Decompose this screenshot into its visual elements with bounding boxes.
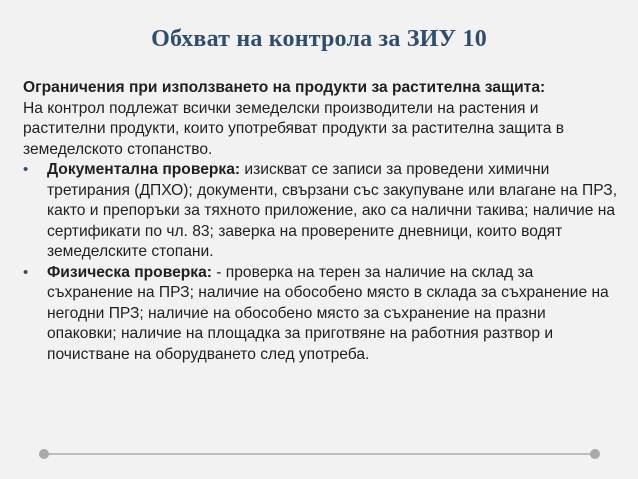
bullet-dot-icon: •	[23, 263, 29, 281]
bullet-list	[23, 160, 619, 365]
slide-title: Обхват на контрола за ЗИУ 10	[151, 26, 487, 52]
bullet-item-physical	[23, 263, 619, 366]
bullet-term: Документална проверка:	[47, 161, 241, 178]
bullet-text: изискват се записи за проведени химични третирания (ДПХО); документи, свързани със закупуване или влагане на ПРЗ, както и препоръки за тяхното приложение, ако са налични такива; наличие на сертификати по чл. 83; заверка на проверените дневници, които водят земеделските стопани.	[47, 161, 618, 260]
footer-dot-left-icon	[39, 449, 49, 459]
bullet-item-documentary	[23, 160, 619, 263]
footer-dot-right-icon	[590, 449, 600, 459]
intro-paragraph: На контрол подлежат всички земеделски производители на растения и растителни продукти, които употребяват продукти за растителна защита в земеделското стопанство.	[23, 99, 565, 158]
bullet-term: Физическа проверка:	[47, 263, 212, 281]
slide-content	[23, 78, 619, 365]
footer-divider	[44, 453, 595, 455]
subheading: Ограничения при използването на продукти за растителна защита:	[23, 79, 546, 96]
bullet-dot-icon: •	[23, 161, 29, 178]
bullet-text: - проверка на терен за наличие на склад за съхранение на ПРЗ; наличие на обособено място в склада за съхранение на негодни ПРЗ; наличие на обособено място за съхранение на празни опаковки; наличие на площадка за приготвяне на работния разтвор и почистване на оборудването след употреба.	[47, 263, 609, 363]
